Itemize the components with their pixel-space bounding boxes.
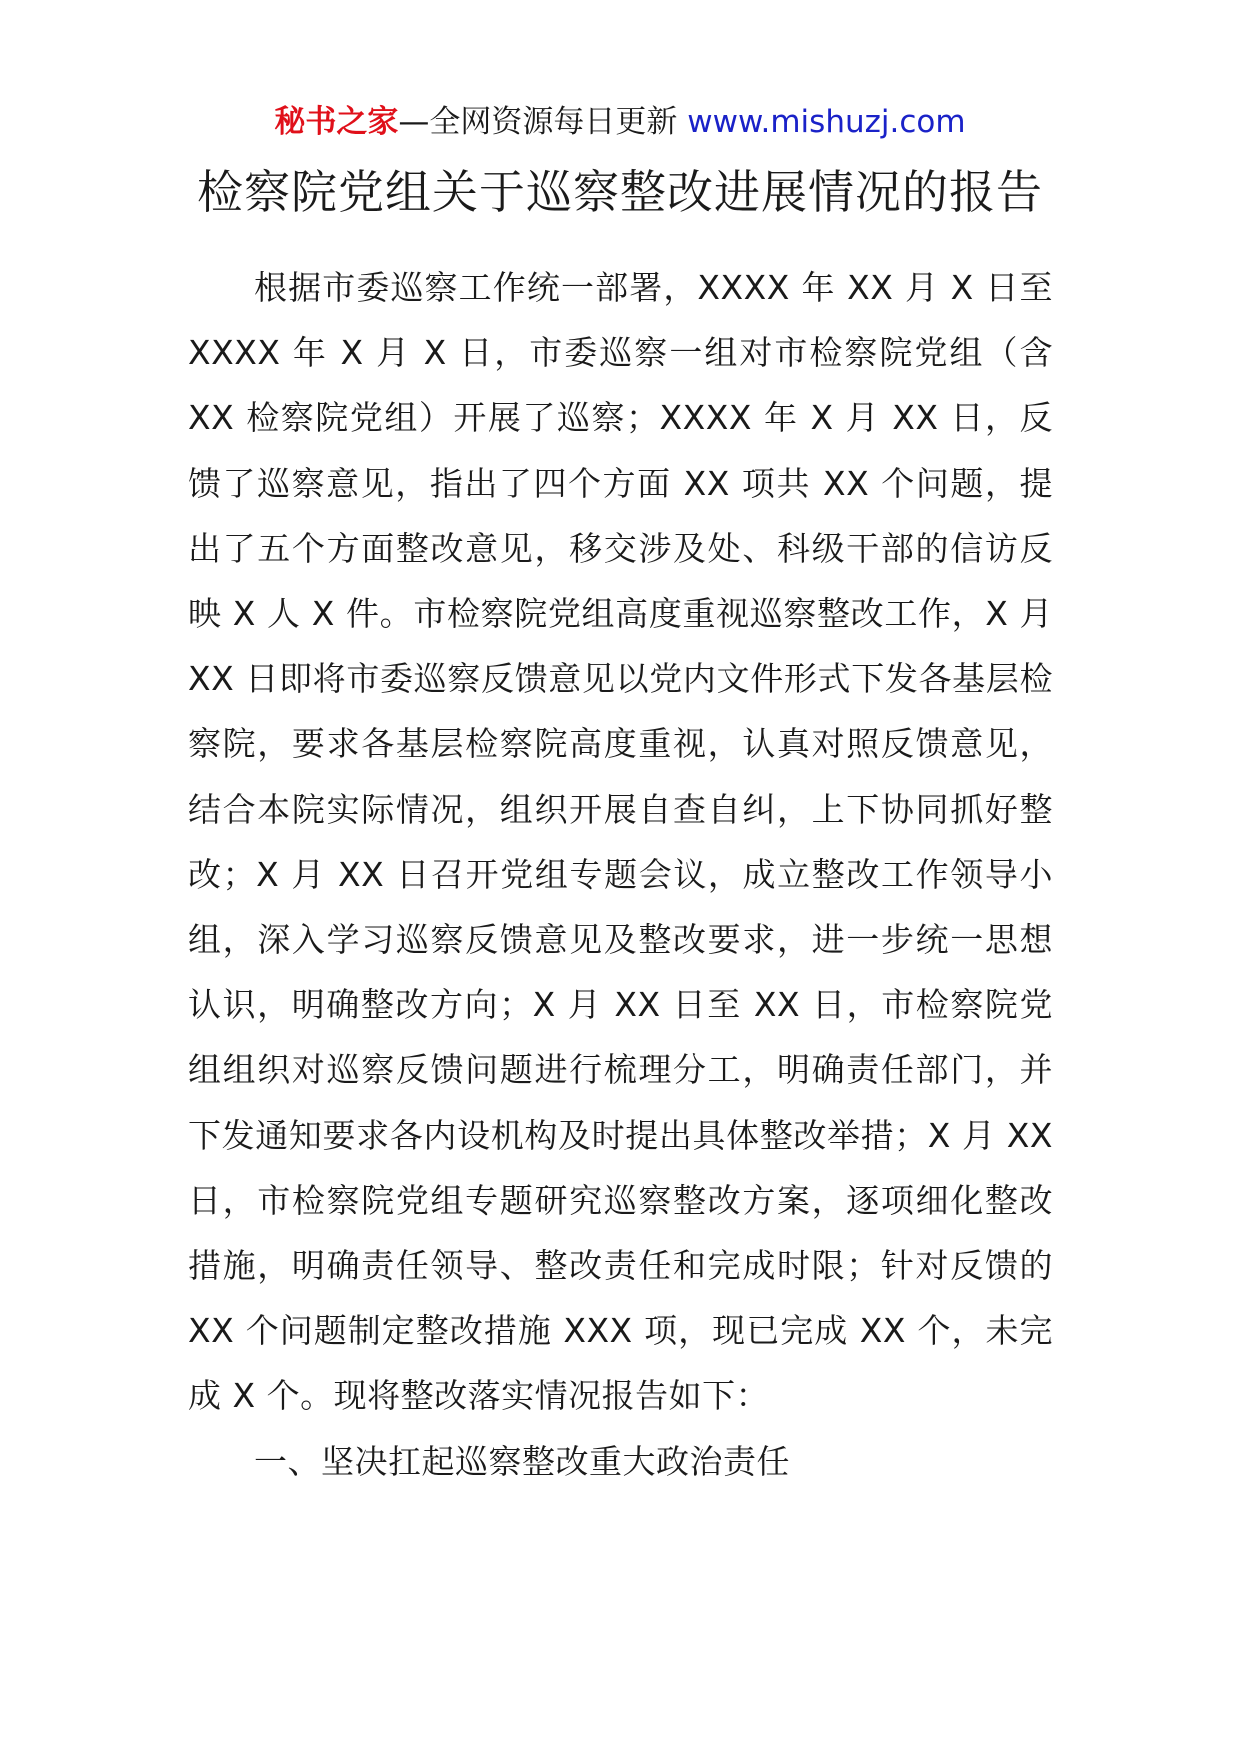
document-title: 检察院党组关于巡察整改进展情况的报告 bbox=[197, 165, 1043, 219]
site-tagline: —全网资源每日更新 bbox=[398, 104, 678, 140]
section-heading: 一、坚决扛起巡察整改重大政治责任 bbox=[254, 1441, 790, 1481]
site-header bbox=[0, 100, 1240, 144]
body-paragraph: 根据市委巡察工作统一部署，XXXX 年 XX 月 X 日至XXXX 年 X 月 X 日，市委巡察一组对市检察院党组（含 XX 检察院党组）开展了巡察；XXXX 年 X 月 XX 日，反馈了巡察意见，指出了四个方面 XX 项共 XX 个问题，提出了五个方面整改意见，移交涉及处、科级干部的信访反映 X 人 X 件。市检察院党组高度重视巡察整改工作，X 月 XX 日即将市委巡察反馈意见以党内文件形式下发各基层检察院，要求各基层检察院高度重视，认真对照反馈意见，结合本院实际情况，组织开展自查自纠，上下协同抓好整改；X 月 XX 日召开党组专题会议，成立整改工作领导小组，深入学习巡察反馈意见及整改要求，进一步统一思想认识，明确整改方向；X 月 XX 日至 XX 日，市检察院党组组织对巡察反馈问题进行梳理分工，明确责任部门，并下发通知要求各内设机构及时提出具体整改举措；X 月 XX 日，市检察院党组专题研究巡察整改方案，逐项细化整改措施，明确责任领导、整改责任和完成时限；针对反馈的 XX 个问题制定整改措施 XXX 项，现已完成 XX 个，未完成 X 个。现将整改落实情况报告如下： bbox=[188, 268, 1053, 1416]
site-url-link[interactable]: www.mishuzj.com bbox=[687, 104, 966, 140]
brand-name: 秘书之家 bbox=[274, 104, 399, 140]
document-body bbox=[188, 255, 1053, 1494]
